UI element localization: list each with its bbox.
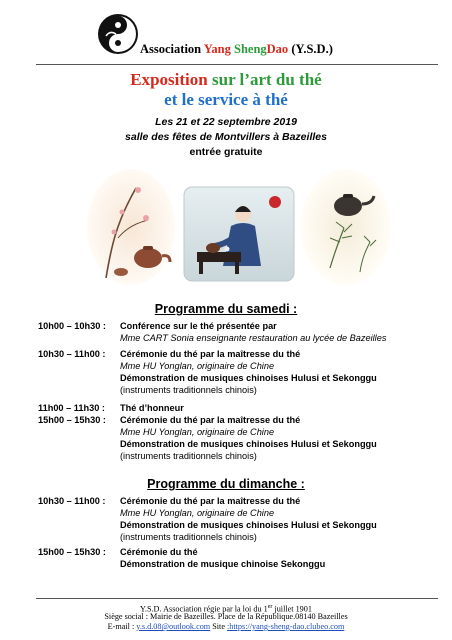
yin-yang-logo-icon (96, 12, 140, 56)
header-divider (36, 64, 438, 65)
schedule-time: 10h30 – 11h00 : (38, 496, 106, 506)
schedule-time: 15h00 – 15h30 : (38, 415, 106, 425)
sunday-programme-heading: Programme du dimanche : (147, 477, 305, 491)
schedule-row: 10h30 – 11h00 : Cérémonie du thé par la maîtresse du thé Mme HU Yonglan, originaire de Chine Démonstration de musiques chinoises Hulusi et Sekonggu (instruments traditionnels chinois) (38, 349, 377, 395)
schedule-time: 15h00 – 15h30 : (38, 547, 106, 557)
email-link[interactable]: y.s.d.08@outlook.com (136, 622, 211, 631)
exhibition-subtitle: et le service à thé (164, 90, 288, 109)
schedule-row: 10h00 – 10h30 : Conférence sur le thé présentée par Mme CART Sonia enseignante restauration au lycée de Bazeilles (38, 321, 387, 343)
teapot-painting-image (86, 168, 176, 286)
saturday-programme-heading: Programme du samedi : (154, 302, 298, 316)
website-link[interactable]: :https://yang-sheng-dao.clubeo.com (227, 622, 345, 631)
schedule-row: 15h00 – 15h30 : Cérémonie du thé Démonstration de musique chinoise Sekonggu (38, 547, 326, 569)
schedule-time: 10h00 – 10h30 : (38, 321, 106, 331)
footer-contact: E-mail : y.s.d.08@outlook.com Site :https://yang-sheng-dao.clubeo.com (107, 622, 345, 631)
footer-legal: Y.S.D. Association régie par la loi du 1er juillet 1901 (140, 604, 312, 614)
schedule-time: 10h30 – 11h00 : (38, 349, 106, 359)
event-entry: entrée gratuite (189, 146, 263, 158)
tea-ceremony-woman-image (183, 186, 295, 282)
schedule-row: 11h00 – 11h30 : Thé d’honneur (38, 403, 184, 413)
teapot-ink-painting-image (300, 168, 392, 286)
event-dates: Les 21 et 22 septembre 2019 (155, 116, 297, 128)
association-name: Association Yang ShengDao (Y.S.D.) (140, 42, 333, 56)
schedule-row: 10h30 – 11h00 : Cérémonie du thé par la maîtresse du thé Mme HU Yonglan, originaire de Chine Démonstration de musiques chinoises Hulusi et Sekonggu (instruments traditionnels chinois) (38, 496, 377, 542)
exhibition-title: Exposition sur l’art du thé (130, 70, 322, 89)
schedule-row: 15h00 – 15h30 : Cérémonie du thé par la maîtresse du thé Mme HU Yonglan, originaire de Chine Démonstration de musiques chinoises Hulusi et Sekonggu (instruments traditionnels chinois) (38, 415, 377, 461)
footer-address: Siège social : Mairie de Bazeilles. Place de la République.08140 Bazeilles (104, 612, 348, 621)
footer-divider (36, 598, 438, 599)
event-venue: salle des fêtes de Montvillers à Bazeilles (125, 131, 327, 143)
schedule-time: 11h00 – 11h30 : (38, 403, 105, 413)
